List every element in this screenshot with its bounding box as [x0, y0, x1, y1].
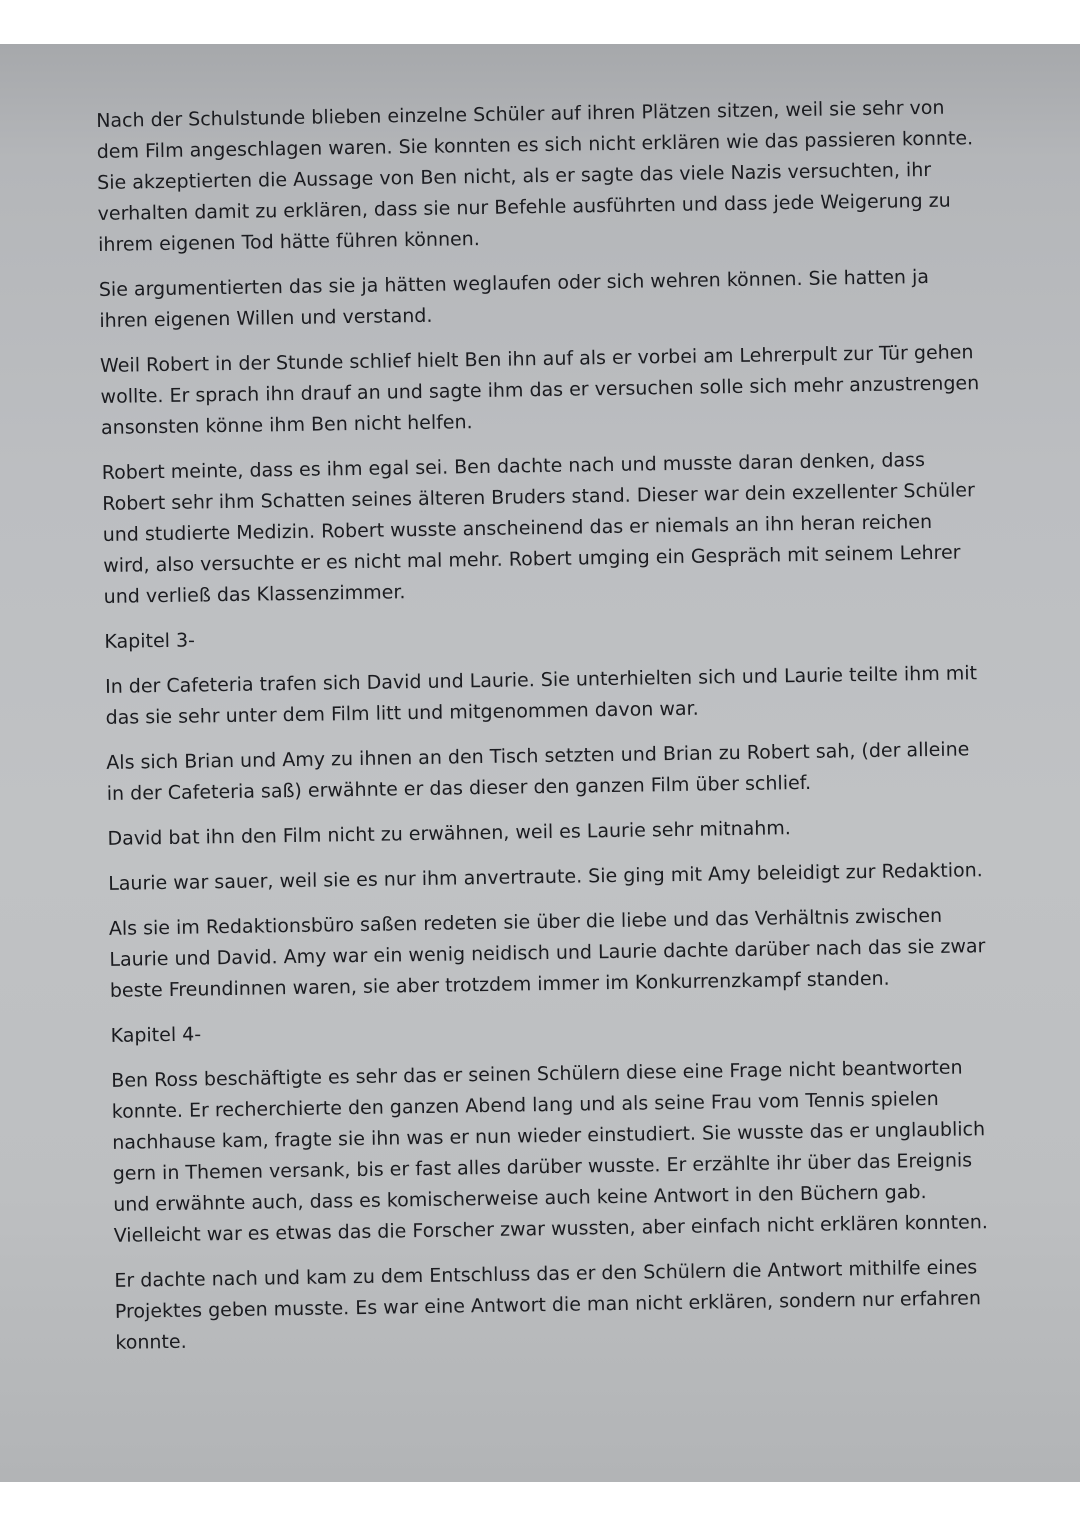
chapter-3-heading: Kapitel 3- — [104, 629, 196, 653]
document-body — [96, 92, 996, 1373]
chapter-4-heading: Kapitel 4- — [110, 1023, 202, 1047]
photographed-page — [0, 44, 1080, 1482]
paragraph-5: In der Cafeteria trafen sich David und Laurie. Sie unterhielten sich und Laurie teilte ihm mit das sie sehr unter dem Film litt und mitgenommen davon war. — [104, 662, 978, 729]
paragraph-2: Sie argumentierten das sie ja hätten weglaufen oder sich wehren können. Sie hatten ja ihren eigenen Willen und verstand. — [98, 265, 930, 332]
paragraph-3: Weil Robert in der Stunde schlief hielt Ben ihn auf als er vorbei am Lehrerpult zur Tür gehen wollte. Er sprach ihn drauf an und sagte ihm das er versuchen solle sich mehr anzustrengen ansonsten könne ihm Ben nicht helfen. — [99, 341, 980, 439]
paragraph-7: David bat ihn den Film nicht zu erwähnen, weil es Laurie sehr mitnahm. — [107, 817, 792, 850]
paragraph-10: Ben Ross beschäftigte es sehr das er seinen Schülern diese eine Frage nicht beantworten konnte. Er recherchierte den ganzen Abend lang und als seine Frau vom Tennis spielen nachhause kam, fragte sie ihn was er nun wieder einstudiert. Sie wusste das er unglaublich gern in Themen versank, bis er fast alles darüber wusste. Er erzählte ihr über das Ereignis und erwähnte auch, dass es komischerweise auch keine Antwort in den Büchern gab. Vielleicht war es etwas das die Forscher zwar wussten, aber einfach nicht erklären konnten. — [111, 1056, 989, 1247]
paragraph-6: Als sich Brian und Amy zu ihnen an den Tisch setzten und Brian zu Robert sah, (der alleine in der Cafeteria saß) erwähnte er das dieser den ganzen Film über schlief. — [106, 738, 970, 805]
paragraph-1: Nach der Schulstunde blieben einzelne Schüler auf ihren Plätzen sitzen, weil sie sehr von dem Film angeschlagen waren. Sie konnten es sich nicht erklären wie das passieren konnte. Sie akzeptierten die Aussage von Ben nicht, als er sagte das viele Nazis versuchten, ihr verhalten damit zu erklären, dass sie nur Befehle ausführten und dass jede Weigerung zu ihrem eigenen Tod hätte führen können. — [96, 96, 974, 256]
paragraph-11: Er dachte nach und kam zu dem Entschluss das er den Schülern die Antwort mithilfe eines Projektes geben musste. Es war eine Antwort die man nicht erklären, sondern nur erfahren konnte. — [114, 1256, 982, 1354]
paragraph-4: Robert meinte, dass es ihm egal sei. Ben dachte nach und musste daran denken, dass Robert sehr ihm Schatten seines älteren Bruders stand. Dieser war dein exzellenter Schüler und studierte Medizin. Robert wusste anscheinend das er niemals an ihn heran reichen wird, also versuchte er es nicht mal mehr. Robert umging ein Gespräch mit seinem Lehrer und verließ das Klassenzimmer. — [101, 449, 975, 608]
paragraph-9: Als sie im Redaktionsbüro saßen redeten sie über die liebe und das Verhältnis zwischen Laurie und David. Amy war ein wenig neidisch und Laurie dachte darüber nach das sie zwar beste Freundinnen waren, sie aber trotzdem immer im Konkurrenzkampf standen. — [108, 904, 986, 1002]
paragraph-8: Laurie war sauer, weil sie es nur ihm anvertraute. Sie ging mit Amy beleidigt zur Redaktion. — [108, 859, 983, 895]
